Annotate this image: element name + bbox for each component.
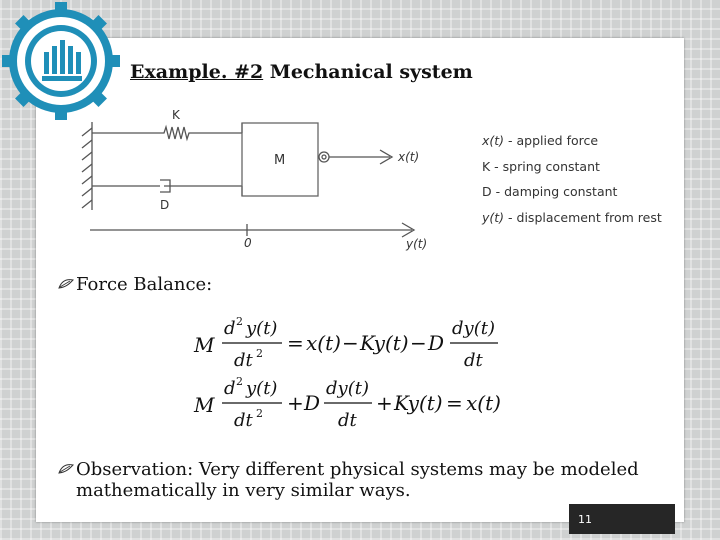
svg-text:y(t): y(t) — [246, 318, 278, 339]
svg-text:dy(t): dy(t) — [452, 318, 495, 339]
legend-item: y(t) - displacement from rest — [482, 209, 662, 225]
svg-text:x(t): x(t) — [466, 391, 501, 415]
svg-text:2: 2 — [256, 347, 263, 360]
title-text: Mechanical system — [263, 61, 473, 83]
bullet-leaf-icon — [58, 463, 74, 475]
svg-text:+: + — [376, 391, 393, 415]
damper-label: D — [160, 198, 170, 212]
title-example-number: Example. #2 — [130, 61, 264, 83]
legend-item: D - damping constant — [482, 184, 618, 199]
zero-label: 0 — [244, 236, 252, 250]
svg-text:M: M — [194, 393, 215, 417]
svg-text:dt: dt — [234, 410, 253, 431]
svg-text:dt: dt — [338, 410, 357, 431]
bullet-text: Observation: Very different physical systems may be modeled mathematically in very similar ways. — [76, 459, 639, 501]
svg-text:M: M — [194, 333, 215, 357]
page-number: 11 — [578, 513, 592, 526]
svg-text:D: D — [304, 391, 321, 415]
bullet-force-balance — [58, 274, 358, 298]
svg-text:y(t): y(t) — [246, 378, 278, 399]
displacement-label: y(t) — [406, 237, 428, 251]
bullet-text: Force Balance: — [76, 274, 213, 295]
svg-text:=: = — [287, 331, 304, 355]
svg-text:2: 2 — [256, 407, 263, 420]
svg-text:Ky(t): Ky(t) — [360, 331, 409, 355]
equations — [190, 312, 520, 442]
svg-text:−: − — [342, 331, 359, 355]
svg-text:dt: dt — [464, 350, 483, 371]
spring-label: K — [172, 108, 180, 122]
svg-text:2: 2 — [236, 375, 243, 388]
svg-text:=: = — [446, 391, 463, 415]
equation-2 — [193, 375, 501, 431]
svg-text:dt: dt — [234, 350, 253, 371]
equation-1 — [193, 315, 498, 371]
bullet-observation — [58, 459, 698, 507]
legend-item: x(t) - applied force — [482, 133, 599, 148]
svg-text:d: d — [224, 378, 236, 399]
page-number-box — [569, 504, 675, 534]
mass-label: M — [274, 153, 286, 168]
svg-text:dy(t): dy(t) — [326, 378, 369, 399]
svg-text:−: − — [410, 331, 427, 355]
bullet-leaf-icon — [58, 278, 74, 290]
force-label: x(t) — [398, 150, 420, 164]
svg-text:d: d — [224, 318, 236, 339]
svg-text:x(t): x(t) — [306, 331, 341, 355]
slide-title — [130, 61, 473, 83]
svg-text:+: + — [287, 391, 304, 415]
legend-item: K - spring constant — [482, 158, 600, 174]
diagram-legend — [482, 133, 662, 235]
svg-text:Ky(t): Ky(t) — [394, 391, 443, 415]
svg-text:D: D — [428, 331, 445, 355]
svg-text:2: 2 — [236, 315, 243, 328]
